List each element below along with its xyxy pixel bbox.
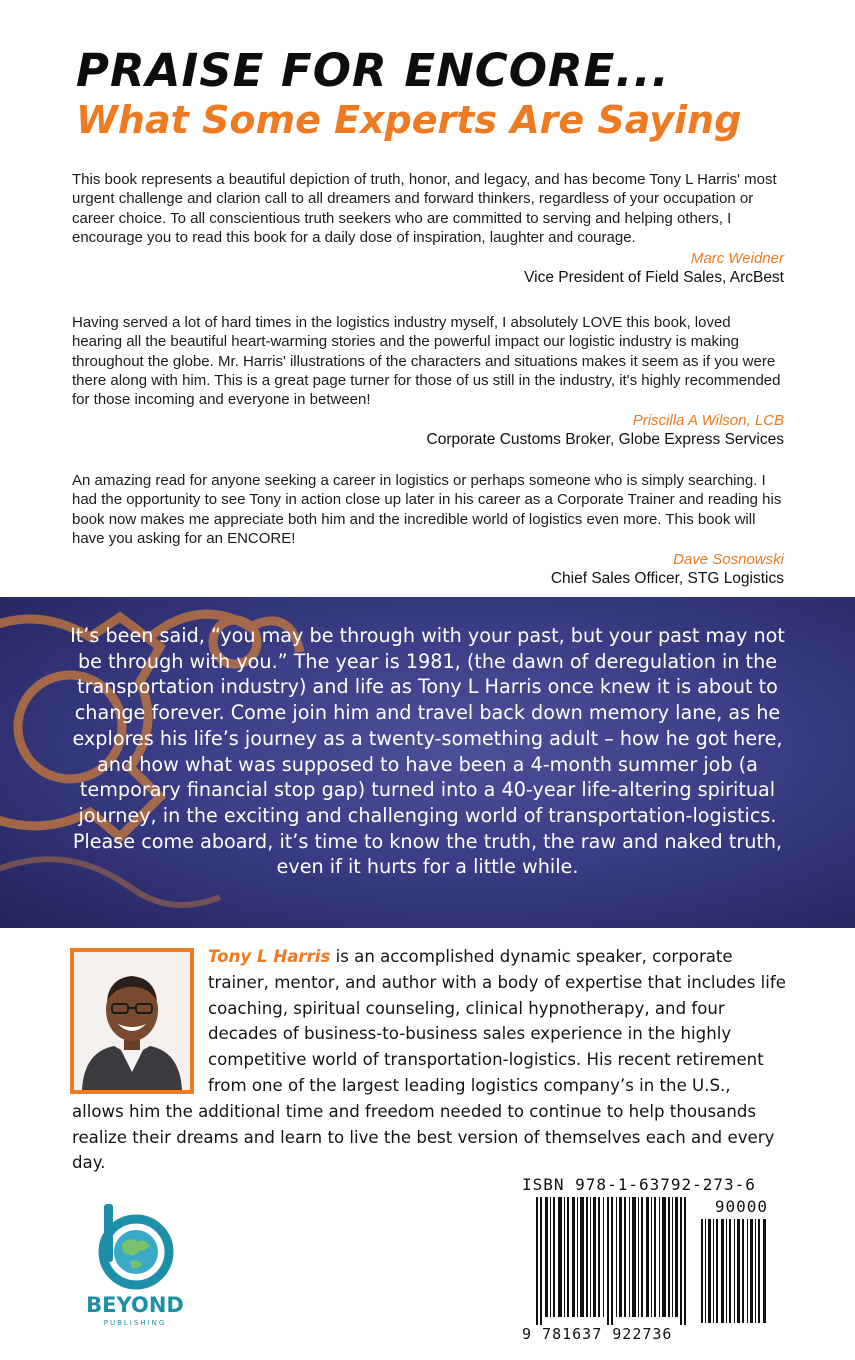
synopsis-text: It’s been said, “you may be through with your past, but your past may not be through with you.” The year is 1981, (the dawn of deregulation in the transportation industry) and life as Tony L Harris once knew it is about to change forever. Come join him and travel back down memory lane, as he explores his life’s journey as a twenty-something adult – how he got here, and how what was supposed to have been a 4-month summer job (a temporary financial stop gap) turned into a 40-year life-altering spiritual journey, in the exciting and challenging world of transportation-logistics. Please come aboard, it’s time to know the truth, the raw and naked truth, even if it hurts for a little while.	[70, 624, 785, 879]
publisher-name: BEYOND	[86, 1293, 184, 1317]
review-block	[72, 313, 784, 450]
cover-title: PRAISE FOR ENCORE...	[76, 44, 670, 97]
price-addon: 90000	[714, 1197, 768, 1216]
author-bio	[72, 944, 786, 1176]
addon-barcode-icon	[700, 1219, 768, 1323]
ean-barcode-icon	[534, 1197, 694, 1325]
ean-digits: 9 781637 922736	[522, 1325, 673, 1343]
review-text: An amazing read for anyone seeking a career in logistics or perhaps someone who is simply searching. I had the opportunity to see Tony in action close up later in his career as a Corporate Trainer and reading his book now makes me appreciate both him and the incredible world of logistics even more. This book will have you asking for an ENCORE!	[72, 472, 782, 547]
author-bio-text: is an accomplished dynamic speaker, corporate trainer, mentor, and author with a body of expertise that includes life coaching, spiritual counseling, clinical hypnotherapy, and four decades of business-to-business sales experience in the highly competitive world of transportation-logistics. His recent retirement from one of the largest leading logistics company’s in the U.S., allows him the additional time and freedom needed to continue to help thousands realize their dreams and learn to live the best version of themselves each and every day.	[72, 947, 786, 1173]
review-block	[72, 471, 784, 589]
reviewer-name: Priscilla A Wilson, LCB	[632, 412, 784, 430]
author-name: Tony L Harris	[208, 947, 331, 966]
reviewer-role: Chief Sales Officer, STG Logistics	[550, 570, 784, 588]
reviewer-role: Corporate Customs Broker, Globe Express Services	[426, 431, 784, 449]
review-block	[72, 170, 784, 288]
publisher-tagline: PUBLISHING	[103, 1319, 167, 1327]
review-text: Having served a lot of hard times in the logistics industry myself, I absolutely LOVE this book, loved hearing all the beautiful heart-warming stories and the powerful impact our logistic industry is making throughout the globe. Mr. Harris' illustrations of the characters and situations makes it seem as if you were there along with him. This is a great page turner for those of us still in the industry, it's highly recommended for those incoming and everyone in between!	[72, 314, 781, 409]
review-text: This book represents a beautiful depiction of truth, honor, and legacy, and has become Tony L Harris' most urgent challenge and clarion call to all dreamers and forward thinkers, regardless of your occupation or career choice. To all conscientious truth seekers who are committed to serving and helping others, I encourage you to read this book for a daily dose of inspiration, laughter and courage.	[72, 171, 777, 246]
synopsis-band	[0, 597, 855, 928]
reviewer-name: Marc Weidner	[690, 250, 784, 268]
reviewer-name: Dave Sosnowski	[673, 551, 784, 569]
reviewer-role: Vice President of Field Sales, ArcBest	[524, 269, 784, 287]
isbn-barcode	[518, 1175, 770, 1345]
cover-subtitle: What Some Experts Are Saying	[76, 98, 742, 142]
publisher-logo	[70, 1200, 200, 1330]
isbn-label: ISBN 978-1-63792-273-6	[522, 1175, 756, 1194]
